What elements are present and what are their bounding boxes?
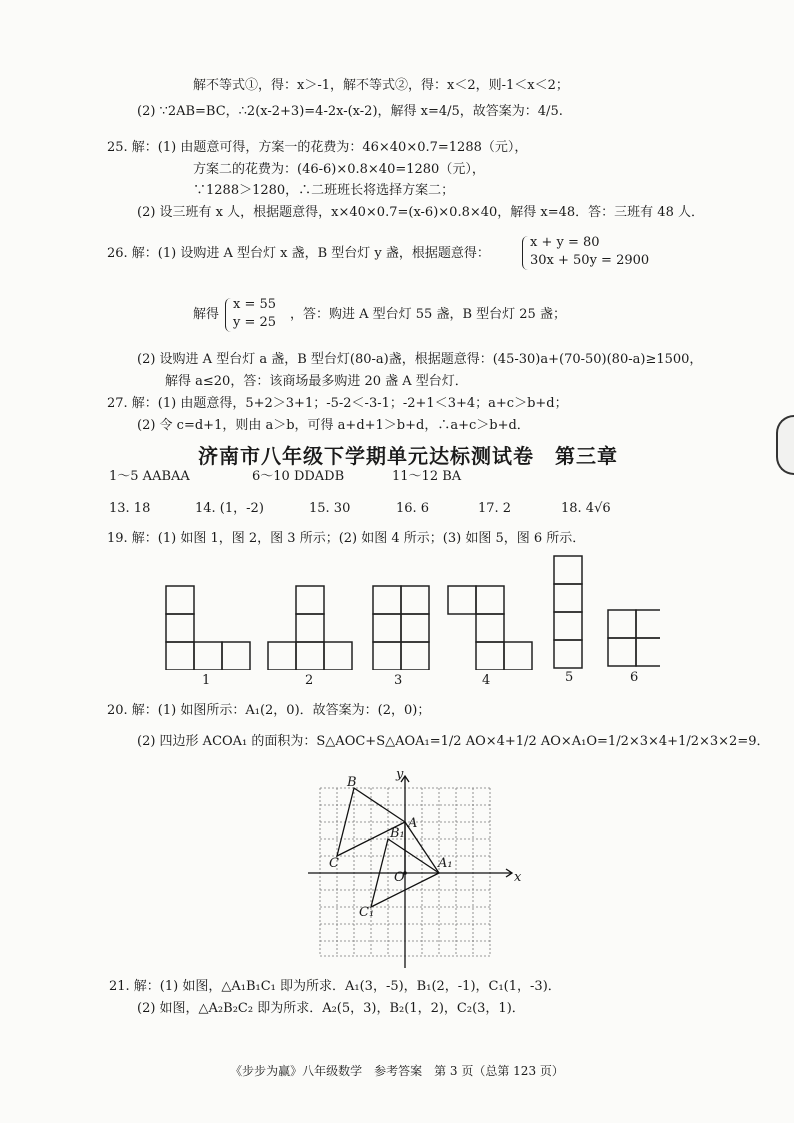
text-line: ，答：购进 A 型台灯 55 盏，B 型台灯 25 盏； — [290, 307, 566, 322]
text-line: (2) 四边形 ACOA₁ 的面积为：S△AOC+S△AOA₁=1/2 AO×4+1/2 AO×A₁O=1/2×3×4+1/2×3×2=9． — [137, 734, 770, 749]
point-label: C₁ — [359, 905, 375, 920]
net-figures — [160, 550, 660, 670]
mc-answers: 6～10 DDADB — [252, 469, 345, 484]
figure-label: 3 — [394, 673, 403, 688]
fill-answer: 13. 18 — [109, 501, 151, 516]
text-line: (2) ∵2AB=BC，∴2(x-2+3)=4-2x-(x-2)，解得 x=4/5，故答案为：4/5. — [137, 104, 563, 119]
net-figure-3 — [373, 586, 429, 670]
text-line: 27. 解：(1) 由题意得，5+2＞3+1；-5-2＜-3-1；-2+1＜3+4；a+c＞b+d； — [107, 396, 568, 411]
point-label: O — [394, 870, 405, 885]
equation: 30x + 50y = 2900 — [530, 253, 650, 268]
text-line: 25. 解：(1) 由题意可得，方案一的花费为：46×40×0.7=1288（元）， — [107, 140, 528, 155]
point-label: A₁ — [438, 856, 453, 871]
net-figure-1 — [166, 586, 250, 670]
fill-answer: 16. 6 — [396, 501, 430, 516]
mc-answers: 11～12 BA — [392, 469, 462, 484]
fill-answer: 15. 30 — [309, 501, 351, 516]
equation: x + y = 80 — [530, 235, 600, 250]
text-line: 21. 解：(1) 如图，△A₁B₁C₁ 即为所求．A₁(3，-5)，B₁(2，-1)，C₁(1，-3)． — [109, 979, 561, 994]
figure-label: 1 — [202, 673, 211, 688]
text-line: 方案二的花费为：(46-6)×0.8×40=1280（元）， — [193, 162, 485, 177]
net-figure-4 — [448, 586, 532, 670]
point-label: A — [408, 816, 418, 831]
mc-answers: 1～5 AABAA — [109, 469, 190, 484]
equation-system — [530, 234, 649, 270]
text-line: 19. 解：(1) 如图 1，图 2，图 3 所示；(2) 如图 4 所示；(3) 如图 5，图 6 所示． — [107, 531, 586, 546]
fill-answer: 17. 2 — [478, 501, 512, 516]
net-figure-2 — [268, 586, 352, 670]
figure-label: 5 — [565, 670, 574, 685]
text-line: (2) 设三班有 x 人，根据题意得，x×40×0.7=(x-6)×0.8×40，解得 x=48．答：三班有 48 人． — [137, 205, 704, 220]
solution-system — [233, 296, 276, 332]
text-line: (2) 设购进 A 型台灯 a 盏，B 型台灯(80-a)盏，根据题意得：(45-30)a+(70-50)(80-a)≥1500， — [137, 352, 703, 367]
text-line: (2) 令 c=d+1，则由 a＞b，可得 a+d+1＞b+d，∴a+c＞b+d． — [137, 418, 530, 433]
text-line: 解不等式①，得：x＞-1，解不等式②，得：x＜2，则-1＜x＜2； — [193, 78, 569, 93]
net-figure-5 — [554, 556, 582, 668]
net-figure-6 — [608, 610, 660, 666]
page-tab-marker — [776, 415, 794, 475]
text-line: 20. 解：(1) 如图所示：A₁(2，0)．故答案为：(2，0)； — [107, 703, 431, 718]
figure-label: 6 — [630, 670, 639, 685]
point-label: B₁ — [390, 826, 405, 841]
page-footer: 《步步为赢》八年级数学 参考答案 第 3 页（总第 123 页） — [230, 1064, 564, 1078]
figure-label: 2 — [305, 673, 314, 688]
axis-label: y — [396, 767, 404, 782]
point-label: C — [329, 856, 339, 871]
text-line: (2) 如图，△A₂B₂C₂ 即为所求．A₂(5，3)，B₂(1，2)，C₂(3，1)． — [137, 1001, 525, 1016]
figure-label: 4 — [482, 673, 491, 688]
point-label: B — [347, 775, 357, 790]
text-line: 解得 — [193, 307, 220, 322]
axis-label: x — [514, 870, 522, 885]
text-line: ∵1288＞1280，∴二班班长将选择方案二； — [193, 183, 455, 198]
fill-answer: 14. (1，-2) — [195, 501, 264, 516]
equation: y = 25 — [233, 315, 277, 330]
section-title: 济南市八年级下学期单元达标测试卷 第三章 — [198, 444, 618, 468]
text-line: 解得 a≤20，答：该商场最多购进 20 盏 A 型台灯． — [165, 374, 468, 389]
equation: x = 55 — [233, 297, 277, 312]
fill-answer: 18. 4√6 — [561, 501, 611, 516]
text-line: 26. 解：(1) 设购进 A 型台灯 x 盏，B 型台灯 y 盏，根据题意得： — [107, 246, 490, 261]
